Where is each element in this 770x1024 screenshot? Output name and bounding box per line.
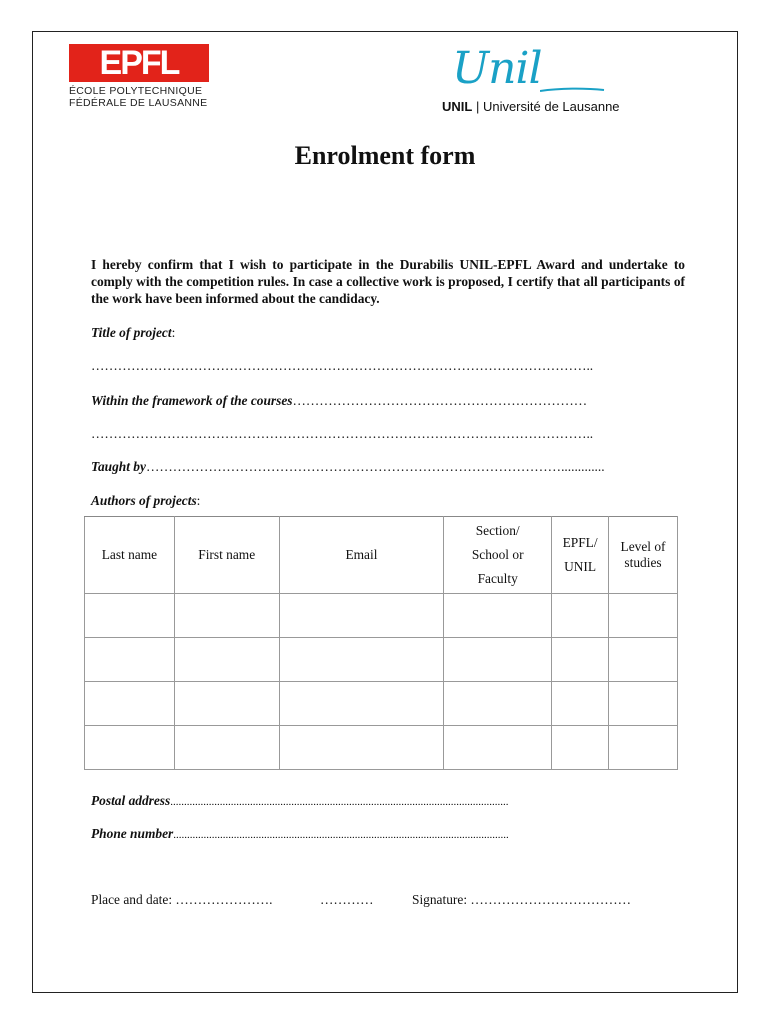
table-cell[interactable]: [609, 594, 678, 638]
framework-row: [91, 392, 681, 410]
signature-field[interactable]: Signature: ………………………………: [412, 892, 632, 907]
table-cell[interactable]: [609, 726, 678, 770]
table-cell[interactable]: [609, 638, 678, 682]
authors-table-header: [85, 517, 678, 594]
table-cell[interactable]: [85, 682, 175, 726]
epfl-logo-line2: FÉDÉRALE DE LAUSANNE: [69, 97, 208, 109]
title-of-project-label: Title of project: [91, 325, 172, 340]
table-cell[interactable]: [444, 594, 552, 638]
header-first-name: First name: [174, 517, 279, 594]
table-cell[interactable]: [444, 726, 552, 770]
unil-logo-swash: [540, 86, 606, 94]
unil-logo-caption: UNIL | Université de Lausanne: [442, 99, 620, 114]
page-title: Enrolment form: [294, 141, 476, 170]
place-date-field-2[interactable]: …………: [320, 892, 374, 907]
header-epfl-unil: EPFL/ UNIL: [552, 517, 609, 594]
postal-address-label: Postal address: [91, 793, 171, 808]
table-row: [85, 682, 678, 726]
table-cell[interactable]: [552, 638, 609, 682]
table-cell[interactable]: [85, 638, 175, 682]
table-cell[interactable]: [85, 594, 175, 638]
table-cell[interactable]: [279, 638, 444, 682]
intro-paragraph: I hereby confirm that I wish to participate in the Durabilis UNIL-EPFL Award and undertake to comply with the competition rules. In case a collective work is proposed, I certify that all participants of the work have been informed about the candidacy.: [91, 257, 685, 306]
table-row: [85, 638, 678, 682]
table-cell[interactable]: [174, 682, 279, 726]
authors-table: [84, 516, 678, 770]
title-of-project-colon: :: [171, 325, 176, 340]
framework-label: Within the framework of the courses: [91, 393, 293, 408]
unil-logo-script: Unil: [452, 43, 542, 94]
authors-colon: :: [196, 493, 201, 508]
epfl-logo-wordmark: EPFL: [99, 44, 179, 82]
phone-row: [91, 825, 681, 843]
table-cell[interactable]: [552, 726, 609, 770]
page-border: [32, 31, 738, 993]
table-cell[interactable]: [444, 638, 552, 682]
table-cell[interactable]: [444, 682, 552, 726]
table-cell[interactable]: [174, 638, 279, 682]
table-cell[interactable]: [279, 594, 444, 638]
table-cell[interactable]: [85, 726, 175, 770]
table-row: [85, 726, 678, 770]
table-cell[interactable]: [552, 682, 609, 726]
title-of-project-field[interactable]: …………………………………………………………………………………………………..: [91, 358, 594, 373]
postal-address-field[interactable]: ...........................................................................................................................: [170, 796, 509, 808]
table-cell[interactable]: [609, 682, 678, 726]
table-cell[interactable]: [279, 726, 444, 770]
place-date-field[interactable]: Place and date: ………………….: [91, 892, 273, 907]
table-cell[interactable]: [552, 594, 609, 638]
title-of-project-row: [91, 324, 175, 342]
taught-by-field[interactable]: ………………………………………………………………………………….............: [145, 459, 605, 474]
postal-row: [91, 792, 681, 810]
phone-number-label: Phone number: [91, 826, 174, 841]
phone-number-field[interactable]: ..........................................................................................................................: [173, 829, 509, 841]
header-level: Level of studies: [609, 517, 678, 594]
header-email: Email: [279, 517, 444, 594]
taught-by-row: [91, 458, 681, 476]
authors-label: Authors of projects: [91, 493, 197, 508]
table-cell[interactable]: [174, 594, 279, 638]
authors-row: [91, 492, 200, 510]
framework-field-line2[interactable]: …………………………………………………………………………………………………..: [91, 426, 594, 441]
epfl-logo-line1: ÉCOLE POLYTECHNIQUE: [69, 85, 203, 97]
table-cell[interactable]: [279, 682, 444, 726]
framework-field[interactable]: …………………………………………………………: [292, 393, 588, 408]
header-section: Section/ School or Faculty: [444, 517, 552, 594]
taught-by-label: Taught by: [91, 459, 146, 474]
header-last-name: Last name: [85, 517, 175, 594]
table-row: [85, 594, 678, 638]
table-cell[interactable]: [174, 726, 279, 770]
